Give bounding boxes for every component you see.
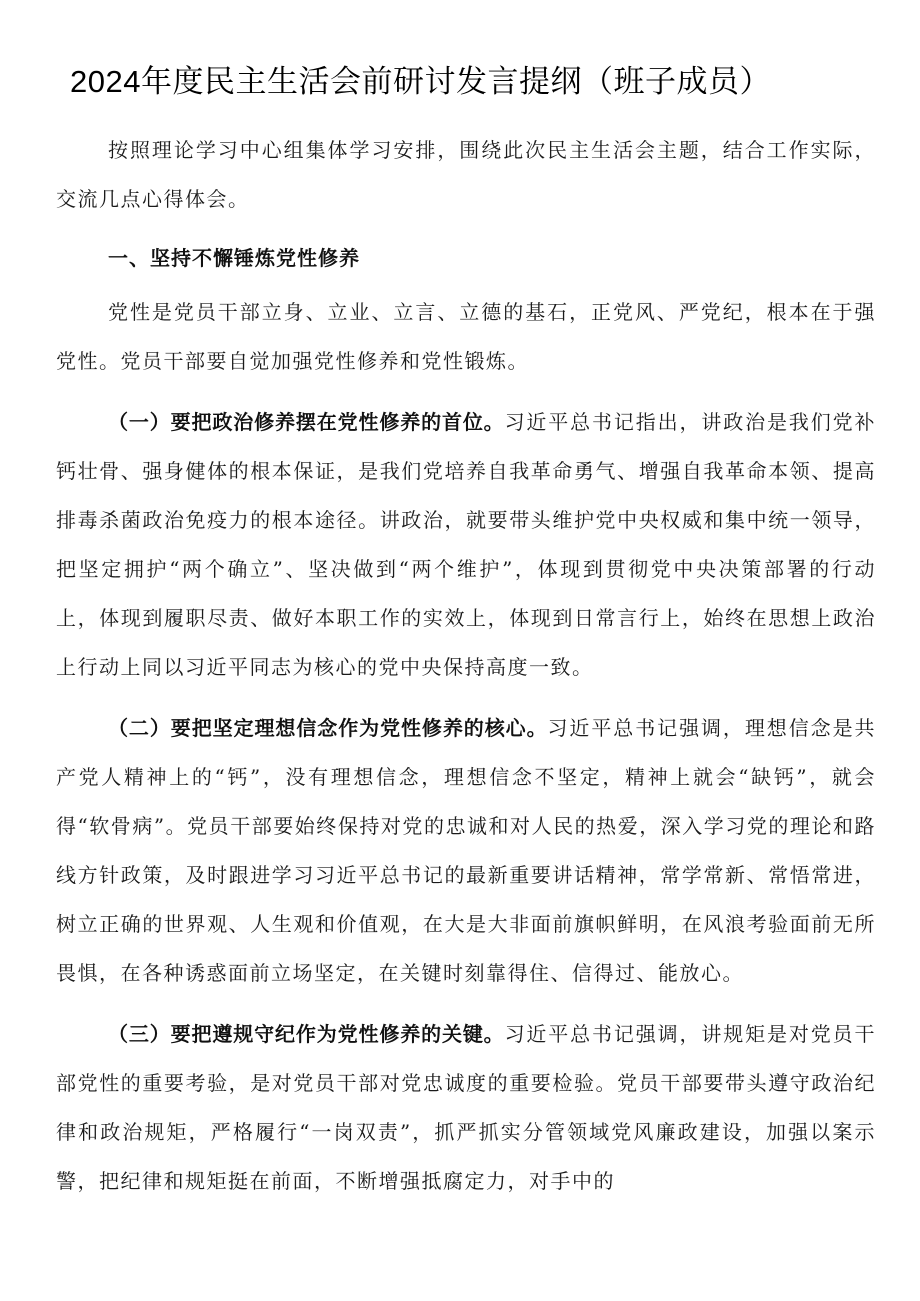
item-paragraph-3 (56, 1010, 876, 1206)
item-body-2: 习近平总书记强调，理想信念是共产党人精神上的“钙”，没有理想信念，理想信念不坚定，精神上就会“缺钙”，就会得“软骨病”。党员干部要始终保持对党的忠诚和对人民的热爱，深入学习党的理论和路线方针政策，及时跟进学习习近平总书记的最新重要讲话精神，常学常新、常悟常进，树立正确的世界观、人生观和价值观，在大是大非面前旗帜鲜明，在风浪考验面前无所畏惧，在各种诱惑面前立场坚定，在关键时刻靠得住、信得过、能放心。 (56, 716, 877, 985)
item-paragraph-1 (56, 398, 876, 692)
item-body-1: 习近平总书记指出，讲政治是我们党补钙壮骨、强身健体的根本保证，是我们党培养自我革命勇气、增强自我革命本领、提高排毒杀菌政治免疫力的根本途径。讲政治，就要带头维护党中央权威和集中统一领导，把坚定拥护“两个确立”、坚决做到“两个维护”，体现到贯彻党中央决策部署的行动上，体现到履职尽责、做好本职工作的实效上，体现到日常言行上，始终在思想上政治上行动上同以习近平同志为核心的党中央保持高度一致。 (56, 410, 877, 679)
item-lead-1: （一）要把政治修养摆在党性修养的首位。 (108, 410, 505, 434)
section-intro-paragraph: 党性是党员干部立身、立业、立言、立德的基石，正党风、严党纪，根本在于强党性。党员干部要自觉加强党性修养和党性锻炼。 (56, 300, 876, 373)
section-heading: 一、坚持不懈锤炼党性修养 (108, 246, 360, 270)
document-title: 2024年度民主生活会前研讨发言提纲（班子成员） (70, 64, 771, 99)
document-page (56, 58, 876, 1218)
item-lead-3: （三）要把遵规守纪作为党性修养的关键。 (108, 1022, 505, 1046)
intro-paragraph: 按照理论学习中心组集体学习安排，围绕此次民主生活会主题，结合工作实际，交流几点心得体会。 (56, 138, 876, 211)
item-body-3: 习近平总书记强调，讲规矩是对党员干部党性的重要考验，是对党员干部对党忠诚度的重要检验。党员干部要带头遵守政治纪律和政治规矩，严格履行“一岗双责”，抓严抓实分管领域党风廉政建设，加强以案示警，把纪律和规矩挺在前面，不断增强抵腐定力，对手中的 (56, 1022, 877, 1193)
item-paragraph-2 (56, 704, 876, 998)
item-lead-2: （二）要把坚定理想信念作为党性修养的核心。 (108, 716, 548, 740)
